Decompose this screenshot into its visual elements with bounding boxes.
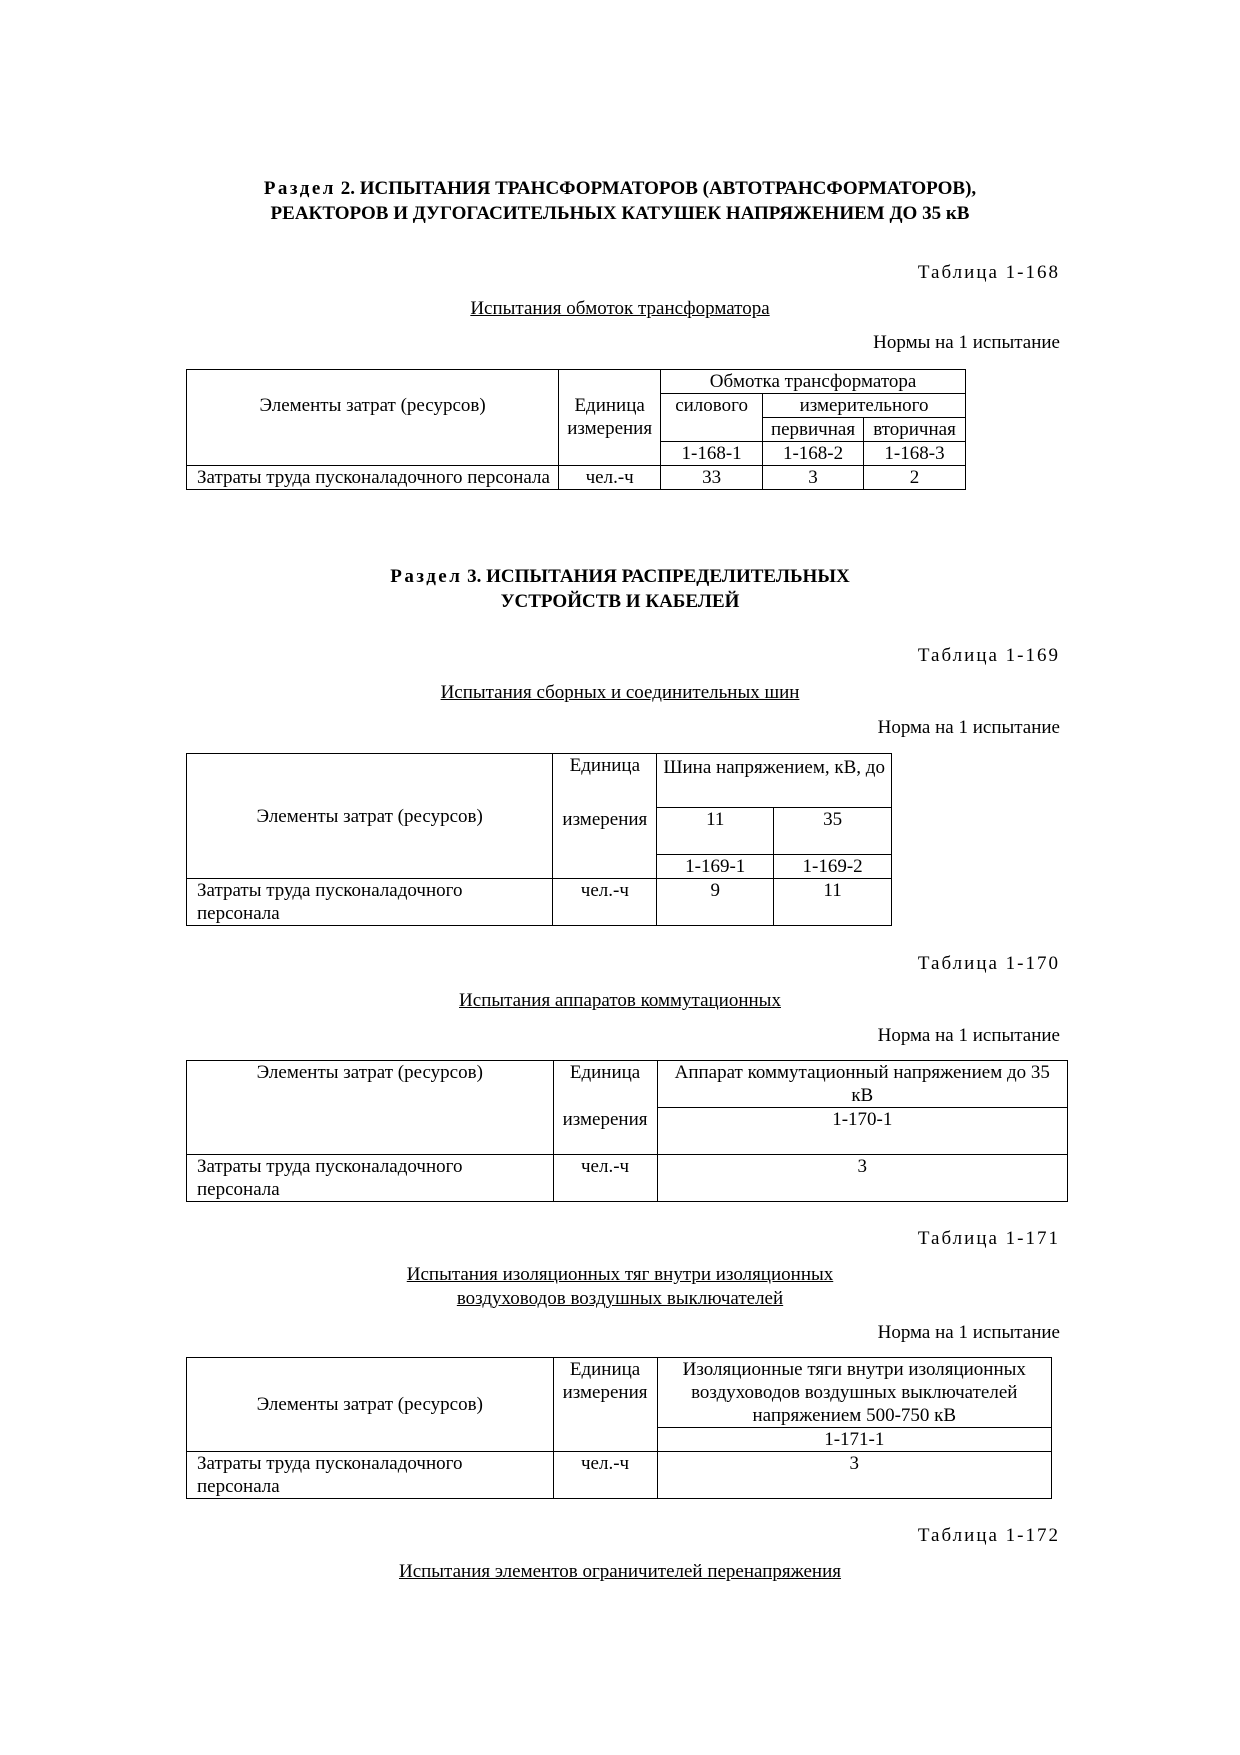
row-unit: чел.-ч <box>559 466 661 490</box>
code-cell: 1-169-1 <box>657 855 774 879</box>
row-name: Затраты труда пусконаладочного персонала <box>187 1154 554 1201</box>
row-value: 3 <box>657 1154 1067 1201</box>
table-171-caption-line2: воздуховодов воздушных выключателей <box>456 1288 784 1309</box>
header-power: силового <box>661 394 763 442</box>
header-unit-bottom: измерения <box>553 808 657 879</box>
header-elements: Элементы затрат (ресурсов) <box>187 370 559 466</box>
table-168-norm: Нормы на 1 испытание <box>873 332 1060 353</box>
table-172-label: Таблица 1-172 <box>917 1525 1060 1546</box>
table-170-norm: Норма на 1 испытание <box>877 1025 1060 1046</box>
row-unit: чел.-ч <box>553 879 657 926</box>
table-171-caption <box>150 1263 1090 1311</box>
header-col-11: 11 <box>657 808 774 855</box>
header-unit-top: Единица <box>553 1061 657 1108</box>
table-169-label: Таблица 1-169 <box>917 645 1060 666</box>
table-row <box>187 879 892 926</box>
row-name: Затраты труда пусконаладочного персонала <box>187 879 553 926</box>
header-elements: Элементы затрат (ресурсов) <box>187 754 553 879</box>
header-switching-device: Аппарат коммутационный напряжением до 35 кВ <box>657 1061 1067 1108</box>
header-winding-group: Обмотка трансформатора <box>661 370 966 394</box>
header-unit: Единица измерения <box>553 1358 657 1452</box>
section-2-title-line2: РЕАКТОРОВ И ДУГОГАСИТЕЛЬНЫХ КАТУШЕК НАПРЯЖЕНИЕМ ДО 35 кВ <box>270 203 970 224</box>
section-2-title-line1: Раздел 2. ИСПЫТАНИЯ ТРАНСФОРМАТОРОВ (АВТОТРАНСФОРМАТОРОВ), <box>263 178 977 199</box>
table-row <box>187 466 966 490</box>
header-unit-top: Единица <box>553 754 657 808</box>
table-170-caption: Испытания аппаратов коммутационных <box>459 990 781 1011</box>
code-cell: 1-169-2 <box>774 855 892 879</box>
table-168-label: Таблица 1-168 <box>917 262 1060 283</box>
table-171 <box>186 1357 1052 1499</box>
table-169 <box>186 753 892 926</box>
row-unit: чел.-ч <box>553 1154 657 1201</box>
header-elements: Элементы затрат (ресурсов) <box>187 1358 554 1452</box>
row-name: Затраты труда пусконаладочного персонала <box>187 1452 554 1499</box>
code-cell: 1-171-1 <box>657 1428 1051 1452</box>
table-row <box>187 1154 1068 1201</box>
row-value: 2 <box>864 466 966 490</box>
section-3-title <box>150 564 1090 614</box>
table-row <box>187 1452 1052 1499</box>
table-171-norm: Норма на 1 испытание <box>877 1322 1060 1343</box>
code-cell: 1-168-1 <box>661 442 763 466</box>
header-col-35: 35 <box>774 808 892 855</box>
table-169-norm: Норма на 1 испытание <box>877 717 1060 738</box>
code-cell: 1-170-1 <box>657 1108 1067 1155</box>
row-value: 3 <box>763 466 864 490</box>
header-bus-voltage: Шина напряжением, кВ, до <box>657 754 892 808</box>
row-name: Затраты труда пусконаладочного персонала <box>187 466 559 490</box>
table-170 <box>186 1060 1068 1202</box>
row-value: 9 <box>657 879 774 926</box>
row-unit: чел.-ч <box>553 1452 657 1499</box>
row-value: 33 <box>661 466 763 490</box>
section-2-title <box>150 176 1090 226</box>
header-elements: Элементы затрат (ресурсов) <box>187 1061 554 1155</box>
table-168-caption: Испытания обмоток трансформатора <box>470 298 770 319</box>
table-169-caption: Испытания сборных и соединительных шин <box>440 682 800 703</box>
header-unit: Единица измерения <box>559 370 661 466</box>
table-171-caption-line1: Испытания изоляционных тяг внутри изоляционных <box>406 1264 834 1285</box>
header-insulating-rods: Изоляционные тяги внутри изоляционных воздуховодов воздушных выключателей напряжением 500-750 кВ <box>657 1358 1051 1428</box>
row-value: 3 <box>657 1452 1051 1499</box>
table-168 <box>186 369 966 490</box>
section-3-title-line1: Раздел 3. ИСПЫТАНИЯ РАСПРЕДЕЛИТЕЛЬНЫХ <box>390 566 850 587</box>
header-unit-bottom: измерения <box>553 1108 657 1155</box>
table-170-label: Таблица 1-170 <box>917 953 1060 974</box>
section-3-title-line2: УСТРОЙСТВ И КАБЕЛЕЙ <box>500 591 740 612</box>
code-cell: 1-168-2 <box>763 442 864 466</box>
header-secondary: вторичная <box>864 418 966 442</box>
table-172-caption: Испытания элементов ограничителей перенапряжения <box>398 1561 842 1582</box>
code-cell: 1-168-3 <box>864 442 966 466</box>
header-primary: первичная <box>763 418 864 442</box>
header-measuring: измерительного <box>763 394 966 418</box>
row-value: 11 <box>774 879 892 926</box>
table-171-label: Таблица 1-171 <box>917 1228 1060 1249</box>
